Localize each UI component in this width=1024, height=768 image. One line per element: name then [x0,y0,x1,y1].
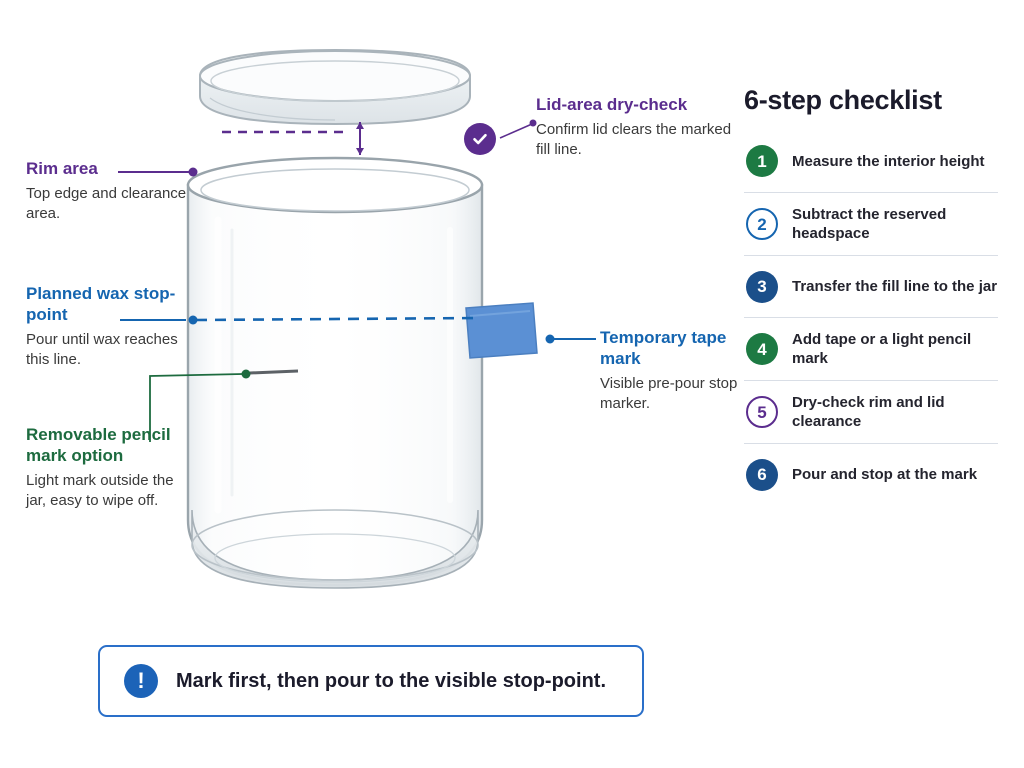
checklist-step-5 [744,380,998,443]
checklist-step-1 [744,130,998,192]
step-text-2: Subtract the reserved headspace [792,206,947,242]
step-badge-3: 3 [746,271,778,303]
annotation-lid-area-dry-check [536,94,736,160]
checklist-panel [744,84,998,505]
step-badge-1: 1 [746,145,778,177]
step-text-4: Add tape or a light pencil mark [792,331,972,367]
annotation-body: Light mark outside the jar, easy to wipe off. [26,472,174,509]
annotation-rim-area [26,158,191,224]
step-text-3: Transfer the fill line to the jar [792,278,998,295]
annotation-body: Confirm lid clears the marked fill line. [536,121,732,158]
check-icon [464,123,496,155]
annotation-title: Planned wax stop-point [26,284,176,324]
annotation-temporary-tape-mark [600,327,750,414]
annotation-body: Pour until wax reaches this line. [26,331,178,368]
annotation-body: Top edge and clearance area. [26,185,187,222]
step-text-5: Dry-check rim and lid clearance [792,394,945,430]
annotation-removable-pencil-mark-option [26,424,191,511]
step-text-6: Pour and stop at the mark [792,466,978,483]
tip-callout [98,645,644,717]
annotation-title: Temporary tape mark [600,328,727,368]
annotation-title: Lid-area dry-check [536,95,688,114]
step-badge-4: 4 [746,333,778,365]
checklist-step-2 [744,192,998,255]
checklist-step-3 [744,255,998,317]
step-badge-6: 6 [746,459,778,491]
checklist-step-4 [744,317,998,380]
annotation-title: Removable pencil mark option [26,425,171,465]
annotation-title: Rim area [26,159,98,178]
step-text-1: Measure the interior height [792,152,985,170]
annotation-body: Visible pre-pour stop marker. [600,375,738,412]
step-badge-2: 2 [746,208,778,240]
step-badge-5: 5 [746,396,778,428]
checklist-step-6 [744,443,998,505]
checklist-title: 6-step checklist [744,85,942,115]
exclamation-icon: ! [124,664,158,698]
callout-message: Mark first, then pour to the visible stop-point. [176,669,607,692]
annotation-planned-wax-stop-point [26,283,191,370]
